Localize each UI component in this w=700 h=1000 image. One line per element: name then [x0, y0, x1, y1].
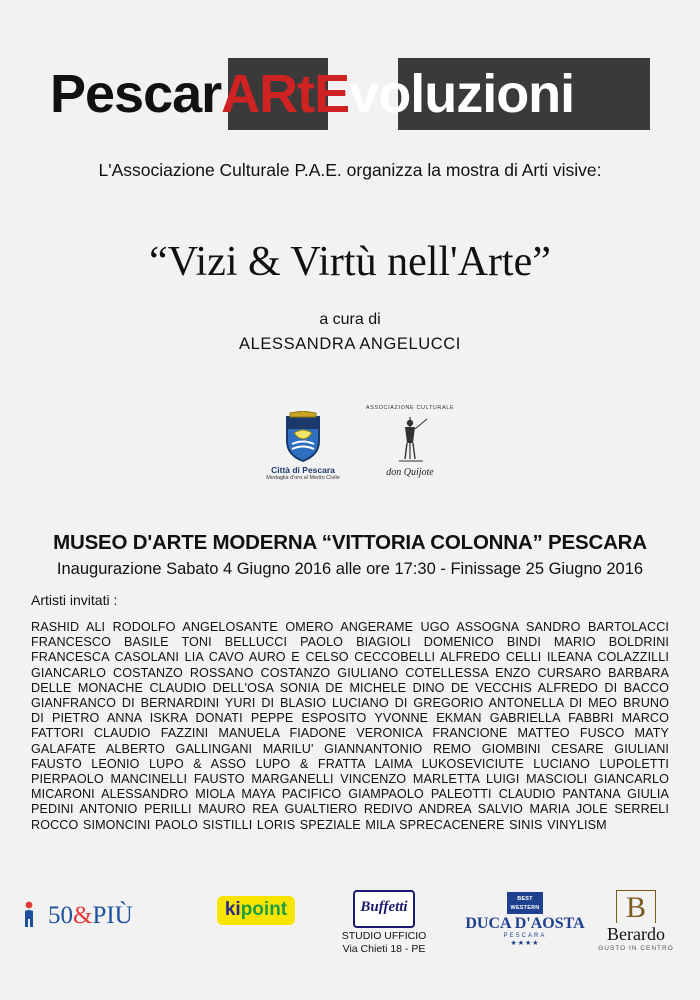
artists-list: RASHID ALI RODOLFO ANGELOSANTE OMERO ANGERAME UGO ASSOGNA SANDRO BARTOLACCI FRANCESCO BASILE TONI BELLUCCI PAOLO BIAGIOLI DOMENICO BINDI MARIO BOLDRINI FRANCESCA CASOLANI LIA CAVO AURO E CELSO CECCOBELLI ALFREDO CELLI ILEANA COLAZZILLI GIANCARLO COSTANZO ROSSANO COSTANZO GIULIANO COTELLESSA ENZO CURSARO BARBARA DELLE MONACHE CLAUDIO DELL'OSA SONIA DE MICHELE DINO DE VECCHIS ALFREDO DI BACCO GIANFRANCO DI BERNARDINI YURI DI BLASIO LUCIANO DI GREGORIO ANTONELLA DI MEO BRUNO DI PIETRO ANNA ISKRA DONATI PEPPE ESPOSITO YVONNE EKMAN GABRIELLA FABBRI MARCO FATTORI CLAUDIO FAZZINI MANUELA FIADONE VERONICA FRANCIONE MATTEO FUSCO MATY GALAFATE ALBERTO GALLINGANI MARILU' GIANNANTONIO REMO GIOMBINI CESARE GIULIANI FAUSTO LEONIO LUPO & ASSO LUPO & FRATTA LAIMA LUKOSEVICIUTE LUCIANO LUPOLETTI PIERPAOLO MANCINELLI FAUSTO MARGANELLI VINCENZO MARLETTA LUIGI MASCIOLI GIANCARLO MICARONI ALESSANDRO MIOLA MAYA PACIFICO GIAMPAOLO PALEOTTI CLAUDIO PANTANA GIULIA PEDINI ANTONIO PERILLI MAURO REA GUALTIERO REDIVO ANDREA SALVIO MARIA JOLE SERRELI ROCCO SIMONCINI PAOLO SISTILLI LORIS SPEZIALE MILA SPRECACENERE SINIS VINYLISM [31, 620, 669, 832]
city-logo-subcaption: Medaglia d'oro al Merito Civile [266, 475, 340, 482]
sponsor-bar [0, 890, 700, 970]
title-part-pescar: Pescar [50, 64, 222, 124]
sponsor-50epiu-word: PIÙ [92, 901, 133, 929]
sponsor-kipoint [196, 896, 316, 925]
city-of-pescara-logo [258, 405, 348, 482]
best-western-badge: BEST WESTERN [507, 892, 543, 914]
coat-of-arms-icon [282, 411, 324, 463]
berardo-tagline: GUSTO IN CENTRO [598, 944, 674, 952]
buffetti-logo-icon [353, 890, 415, 928]
association-logo-toplabel: ASSOCIAZIONE CULTURALE [365, 405, 455, 411]
curator-name: ALESSANDRA ANGELUCCI [239, 335, 461, 353]
poster-subtitle: L'Associazione Culturale P.A.E. organizza la mostra di Arti visive: [98, 160, 602, 180]
title-part-voluzioni: voluzioni [349, 64, 575, 124]
duca-city: PESCARA [503, 932, 547, 939]
person-mark-icon [22, 900, 42, 930]
title-part-art: ARt [221, 64, 315, 124]
poster-title-band [50, 58, 650, 130]
kipoint-ki: ki [224, 899, 241, 920]
duca-stars: ★★★★ [510, 939, 540, 947]
artists-label: Artisti invitati : [31, 592, 118, 608]
title-part-e: E [314, 64, 350, 124]
berardo-name: Berardo [607, 924, 665, 944]
exhibition-title: “Vizi & Virtù nell'Arte” [149, 239, 551, 285]
city-logo-caption: Città di Pescara [271, 465, 335, 475]
sponsor-50epiu-text [48, 903, 133, 928]
don-quijote-figure-icon [355, 413, 465, 467]
sponsor-buffetti [324, 890, 444, 956]
buffetti-line2: Via Chieti 18 - PE [342, 943, 426, 956]
sponsor-50epiu [22, 900, 182, 930]
sponsor-duca-daosta [460, 892, 590, 947]
kipoint-badge [217, 896, 295, 925]
buffetti-name: Buffetti [360, 899, 408, 915]
kipoint-point: point [240, 899, 288, 920]
association-logo [355, 405, 465, 478]
venue-name: MUSEO D'ARTE MODERNA “VITTORIA COLONNA” PESCARA [53, 531, 647, 554]
sponsor-berardo [586, 890, 686, 952]
sponsor-50epiu-number: 50 [48, 901, 73, 929]
poster-title [50, 58, 650, 130]
sponsor-50epiu-amp: & [73, 901, 93, 929]
duca-name: DUCA D'AOSTA [465, 915, 585, 932]
berardo-monogram-icon: B [616, 890, 656, 923]
buffetti-line1: STUDIO UFFICIO [341, 930, 427, 942]
event-dates: Inaugurazione Sabato 4 Giugno 2016 alle ore 17:30 - Finissage 25 Giugno 2016 [56, 560, 644, 578]
institutional-logos [0, 405, 700, 505]
curator-label: a cura di [319, 311, 381, 328]
association-logo-caption: don Quijote [386, 467, 434, 478]
